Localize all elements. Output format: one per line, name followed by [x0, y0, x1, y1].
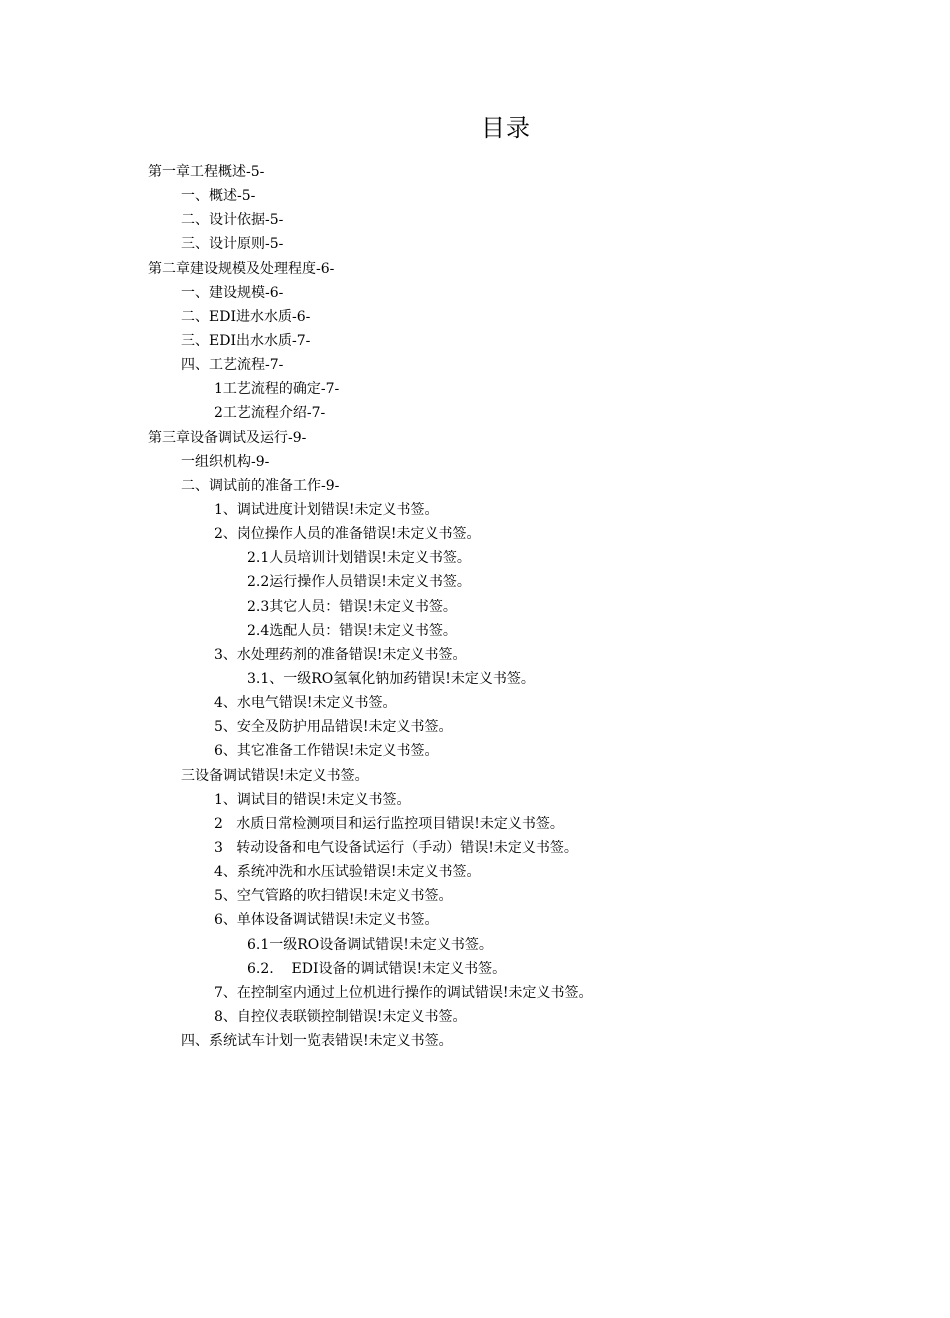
toc-entry[interactable]: 一、概述-5- — [181, 188, 256, 205]
toc-entry[interactable]: 3 转动设备和电气设备试运行（手动）错误!未定义书签。 — [214, 839, 578, 856]
toc-entry[interactable]: 8、自控仪表联锁控制错误!未定义书签。 — [214, 1008, 467, 1025]
toc-entry[interactable]: 三、设计原则-5- — [181, 236, 284, 253]
toc-entry[interactable]: 四、工艺流程-7- — [181, 357, 284, 374]
toc-entry[interactable]: 3、水处理药剂的准备错误!未定义书签。 — [214, 646, 467, 663]
toc-entry[interactable]: 6.1一级RO设备调试错误!未定义书签。 — [247, 936, 493, 953]
toc-entry[interactable]: 2.2运行操作人员错误!未定义书签。 — [247, 574, 471, 591]
toc-entry[interactable]: 三、EDI出水水质-7- — [181, 332, 311, 349]
toc-entry[interactable]: 6、其它准备工作错误!未定义书签。 — [214, 743, 439, 760]
toc-entry[interactable]: 6、单体设备调试错误!未定义书签。 — [214, 912, 439, 929]
toc-entry[interactable]: 一组织机构-9- — [181, 453, 270, 470]
table-of-contents — [148, 160, 908, 1053]
toc-entry[interactable]: 2.4选配人员：错误!未定义书签。 — [247, 622, 457, 639]
toc-entry[interactable]: 3.1、一级RO氢氧化钠加药错误!未定义书签。 — [247, 670, 535, 687]
toc-entry[interactable]: 四、系统试车计划一览表错误!未定义书签。 — [181, 1033, 453, 1050]
toc-entry[interactable]: 二、设计依据-5- — [181, 212, 284, 229]
toc-entry[interactable]: 1、调试目的错误!未定义书签。 — [214, 791, 411, 808]
toc-title: 目录 — [481, 114, 531, 142]
toc-entry[interactable]: 二、调试前的准备工作-9- — [181, 477, 340, 494]
toc-entry[interactable]: 6.2. EDI设备的调试错误!未定义书签。 — [247, 960, 507, 977]
toc-entry[interactable]: 二、EDI进水水质-6- — [181, 308, 311, 325]
toc-entry[interactable]: 2.1人员培训计划错误!未定义书签。 — [247, 550, 471, 567]
toc-entry[interactable]: 1工艺流程的确定-7- — [214, 381, 340, 398]
toc-entry[interactable]: 5、安全及防护用品错误!未定义书签。 — [214, 719, 453, 736]
toc-entry[interactable]: 2工艺流程介绍-7- — [214, 405, 326, 422]
toc-entry[interactable]: 2.3其它人员：错误!未定义书签。 — [247, 598, 457, 615]
toc-entry[interactable]: 第三章设备调试及运行-9- — [148, 429, 307, 446]
toc-entry[interactable]: 4、水电气错误!未定义书签。 — [214, 695, 397, 712]
toc-entry[interactable]: 4、系统冲洗和水压试验错误!未定义书签。 — [214, 864, 481, 881]
toc-entry[interactable]: 1、调试进度计划错误!未定义书签。 — [214, 501, 439, 518]
toc-entry[interactable]: 7、在控制室内通过上位机进行操作的调试错误!未定义书签。 — [214, 984, 593, 1001]
toc-entry[interactable]: 2 水质日常检测项目和运行监控项目错误!未定义书签。 — [214, 815, 564, 832]
toc-entry[interactable]: 一、建设规模-6- — [181, 284, 284, 301]
toc-entry[interactable]: 5、空气管路的吹扫错误!未定义书签。 — [214, 888, 453, 905]
toc-entry[interactable]: 第二章建设规模及处理程度-6- — [148, 260, 335, 277]
toc-entry[interactable]: 三设备调试错误!未定义书签。 — [181, 767, 369, 784]
toc-entry[interactable]: 第一章工程概述-5- — [148, 164, 265, 180]
toc-entry[interactable]: 2、岗位操作人员的准备错误!未定义书签。 — [214, 526, 481, 543]
